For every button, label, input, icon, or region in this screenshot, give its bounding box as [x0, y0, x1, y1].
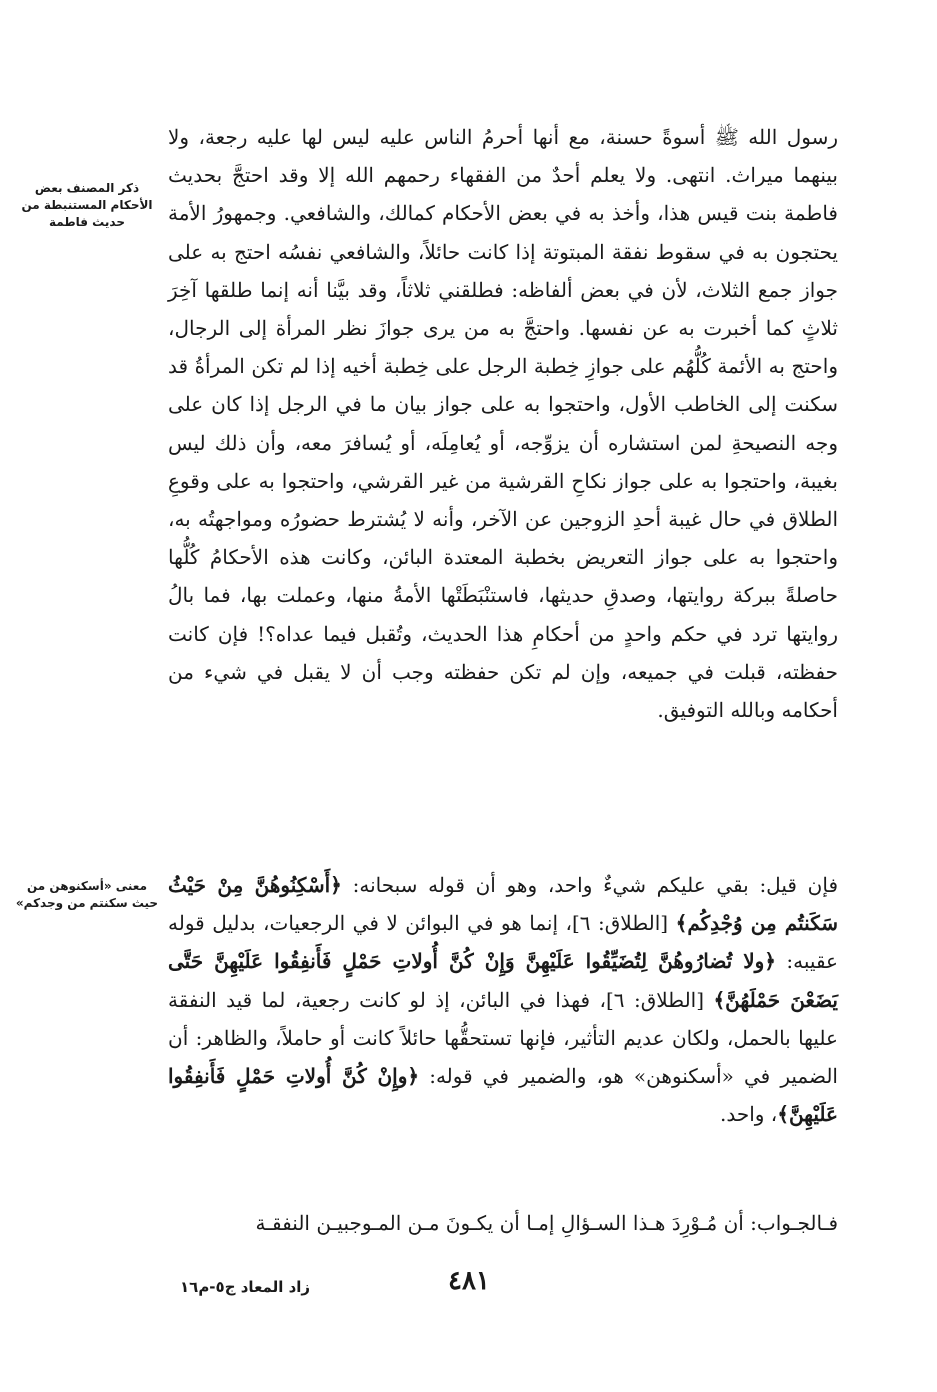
paragraph-text: فـالجـواب: أن مُـوْرِدَ هـذا السـؤالِ إمـا أن يكـونَ مـن المـوجبيـن النفقـة: [255, 1211, 838, 1235]
quran-verse: ﴿أَسْكِنُوهُنَّ مِنْ حَيْثُ سَكَنتُم مِن وُجْدِكُم﴾: [168, 873, 838, 936]
main-paragraph-1: [168, 118, 838, 729]
text-segment: [الطلاق: ٦]، فهذا في البائن، إذ لو كانت رجعية، لما قيد النفقة عليها بالحمل، ولكان عديم التأثير، فإنها تستحقُّها حائلاً كانت أو حاملاً، والظاهر: أن الضمير في «أسكنوهن» هو، والضمير في قوله:: [168, 987, 838, 1089]
footer-book-title: زاد المعاد ج٥-م١٦: [180, 1278, 311, 1296]
margin-note-verse-meaning: معنى «أسكنوهن من حيث سكنتم من وجدكم»: [15, 879, 159, 910]
main-paragraph-3: [168, 1204, 838, 1242]
main-paragraph-2: [168, 866, 838, 1133]
text-segment: فإن قيل: بقي عليكم شيءٌ واحد، وهو أن قوله سبحانه:: [341, 873, 838, 897]
paragraph-text: [168, 866, 838, 1133]
quran-verse: ﴿وإِنْ كُنَّ أُولاتِ حَمْلٍ فَأَنفِقُوا عَلَيْهِنَّ﴾: [168, 1064, 838, 1127]
quran-verse: ﴿ولا تُضارُوهُنَّ لِتُضَيِّقُوا عَلَيْهِنَّ وَإِنْ كُنَّ أُولاتِ حَمْلٍ فَأَنفِقُوا عَلَيْهِنَّ حَتَّى يَضَعْنَ حَمْلَهُنَّ﴾: [168, 949, 838, 1012]
text-segment: [الطلاق: ٦]، إنما هو في البوائن لا في الرجعيات، بدليل قوله عقيبه:: [168, 911, 838, 974]
page-number: ٤٨١: [448, 1266, 490, 1296]
margin-note-hadith-rulings: ذكر المصنف بعض الأحكام المستنبطة من حديث فاطمة: [21, 181, 153, 229]
paragraph-text: رسول الله ﷺ أسوةً حسنة، مع أنها أحرمُ الناس عليه ليس لها عليه رجعة، ولا بينهما ميراث. انتهى. ولا يعلم أحدٌ من الفقهاء رحمهم الله إلا وقد احتجَّ بحديث فاطمة بنت قيس هذا، وأخذ به في بعض الأحكام كمالك، والشافعي. وجمهورُ الأمة يحتجون به في سقوط نفقة المبتوتة إذا كانت حائلاً، والشافعي نفسُه احتج به على جواز جمع الثلاث، لأن في بعض ألفاظه: فطلقني ثلاثاً، وقد بيَّنا أنه إنما طلقها آخِرَ ثلاثٍ كما أخبرت به عن نفسها. واحتجَّ به من يرى جوازَ نظر المرأة إلى الرجال، واحتج به الأئمة كُلُّهُم على جوازِ خِطبة الرجل على خِطبة أخيه إذا لم تكن المرأةُ قد سكنت إلى الخاطب الأول، واحتجوا به على جواز بيان ما في الرجل إذا كان على وجه النصيحةِ لمن استشاره أن يزوِّجه، أو يُعامِلَه، أو يُسافرَ معه، وأن ذلك ليس بغيبة، واحتجوا به على جواز نكاحِ القرشية من غير القرشي، واحتجوا به على وقوعِ الطلاق في حال غيبة أحدِ الزوجين عن الآخر، وأنه لا يُشترط حضورُه ومواجهتُه به، واحتجوا به على جواز التعريض بخطبة المعتدة البائن، وكانت هذه الأحكامُ كُلُّها حاصلةً ببركة روايتها، وصدقِ حديثها، فاستنْبَطَتْها الأمةُ منها، وعملت بها، فما بالُ روايتها ترد في حكم واحدٍ من أحكامِ هذا الحديث، وتُقبل فيما عداه؟! فإن كانت حفظته، قبلت في جميعه، وإن لم تكن حفظته وجب أن لا يقبل في شيء من أحكامه وبالله التوفيق.: [168, 125, 838, 723]
text-segment: ، واحد.: [719, 1102, 778, 1127]
